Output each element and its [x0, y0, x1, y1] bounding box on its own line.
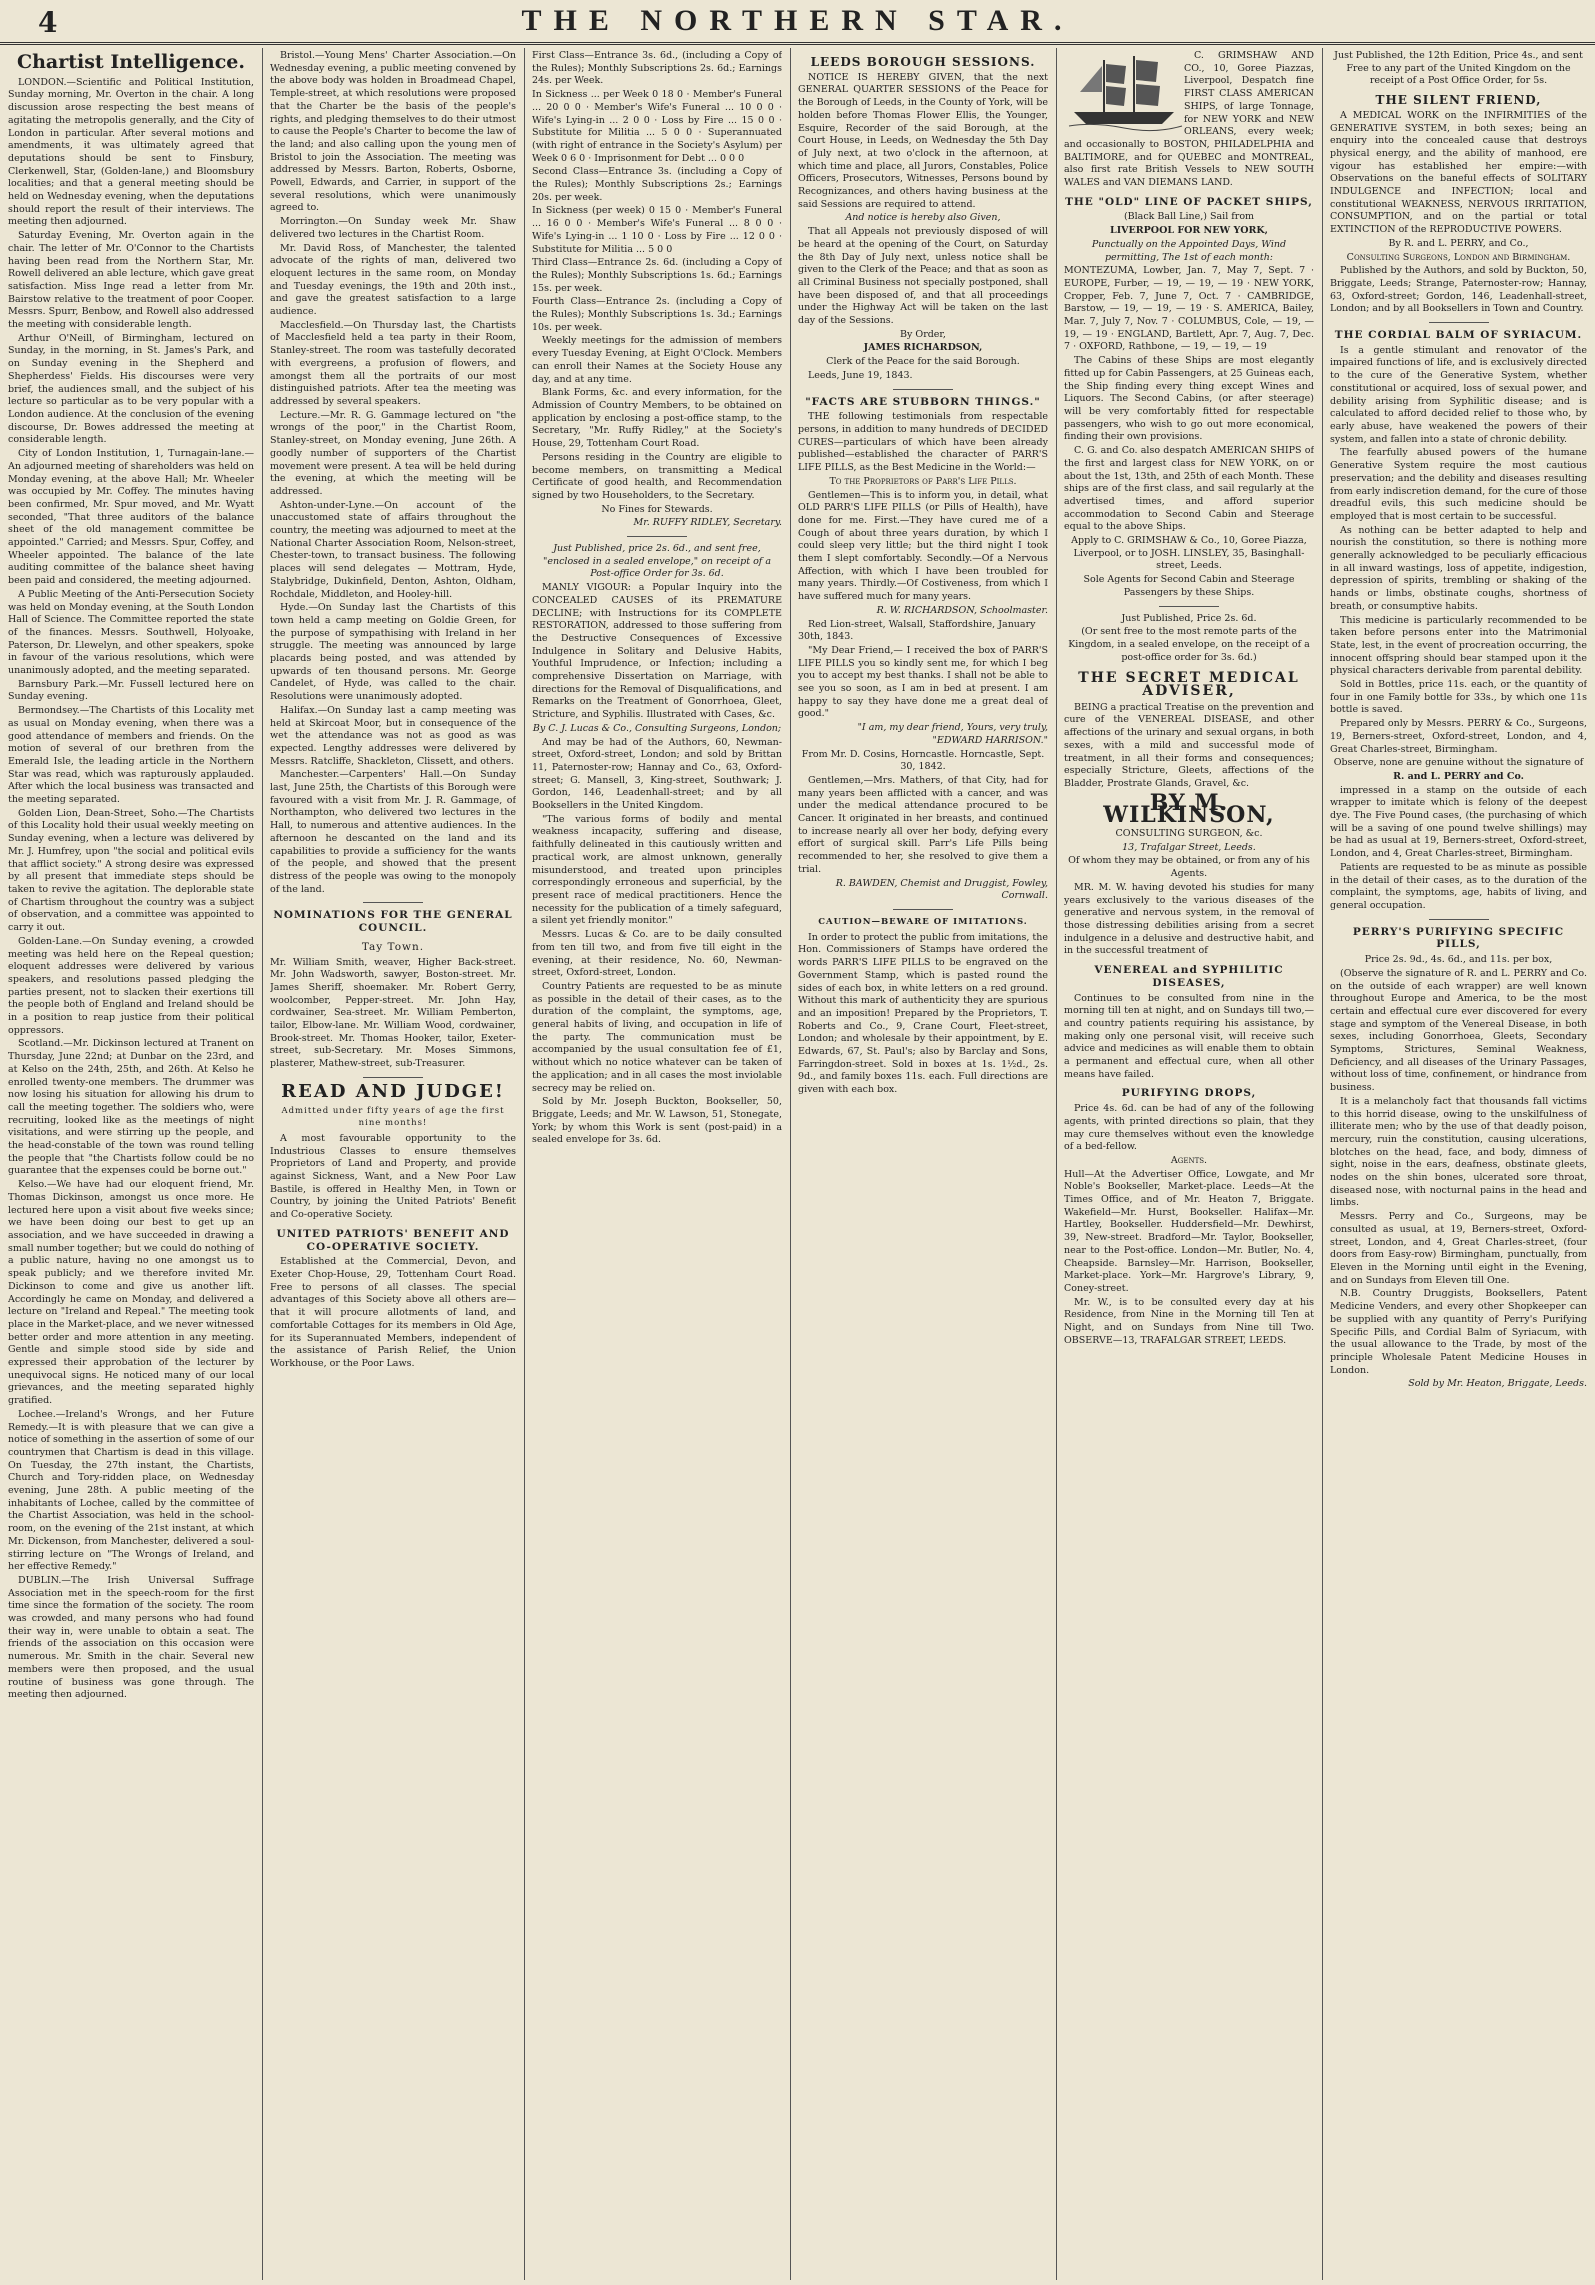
- page-number: 4: [38, 6, 58, 39]
- sessions-notice: And notice is hereby also Given,: [845, 212, 1001, 224]
- newspaper-title: THE NORTHERN STAR.: [521, 4, 1074, 37]
- secretary-signature: Mr. RUFFY RIDLEY, Secretary.: [633, 517, 782, 529]
- agents-heading: Agents.: [1170, 1154, 1208, 1166]
- class-intro: Fourth Class—Entrance 2s. (including a Copy of the Rules); Monthly Subscriptions 1s. 3d.; Earnings 10s. per week.: [532, 296, 782, 333]
- sold-by: Sold by Mr. Heaton, Briggate, Leeds.: [1408, 1378, 1587, 1390]
- article-paragraph: Blank Forms, &c. and every information, for the Admission of Country Members, to be obtained on application by enclosing a post-office stamp, to the Secretary, "Mr. Ruffy Ridley," at the Society's House, 29, Tottenham Court Road.: [532, 387, 782, 450]
- wilkinson-subheading: CONSULTING SURGEON, &c.: [1115, 828, 1263, 840]
- article-paragraph: Mr. David Ross, of Manchester, the talented advocate of the rights of man, delivered two eloquent lectures in the same room, on Monday and Tuesday evenings, the 19th and 20th inst., and gave the greatest satisfaction to a large audience.: [270, 242, 516, 318]
- article-paragraph: C. GRIMSHAW AND CO., 10, Goree Piazzas, Liverpool, Despatch fine FIRST CLASS AMERICAN SHIPS, of large Tonnage, for NEW YORK and NEW ORLEANS, every week; and occasionally to BOSTON, PHILADELPHIA and BALTIMORE, and for QUEBEC and MONTREAL, also first rate British Vessels to NEW SOUTH WALES and VAN DIEMANS LAND.: [1064, 50, 1314, 189]
- column-three: [532, 50, 782, 2278]
- article-paragraph: Published by the Authors, and sold by Buckton, 50, Briggate, Leeds; Strange, Paternoster-row; Hannay, 63, Oxford-street; Gordon, 146, Leadenhall-street, London; and by all Booksellers in Town and Country.: [1330, 265, 1587, 315]
- silent-subheading: Consulting Surgeons, London and Birmingham.: [1346, 251, 1571, 263]
- divider: [363, 902, 423, 903]
- article-paragraph: Is a gentle stimulant and renovator of the impaired functions of life, and is exclusively directed to the cure of the Generative System, whether constitutional or acquired, loss of sexual power, and debility arising from Syphilitic disease; and is calculated to afford decided relief to those who, by early abuse, have weakened the powers of their system, and fallen into a state of chronic debility.: [1330, 344, 1587, 445]
- article-paragraph: Established at the Commercial, Devon, and Exeter Chop-House, 29, Tottenham Court Road. Free to persons of all classes. The special advantages of this Society above all others are—that it will procure allotments of land, and comfortable Cottages for its members in Old Age, for its Superannuated Members, independent of the assistance of Parish Relief, the Union Workhouse, or the Poor Laws.: [270, 1256, 516, 1369]
- class-intro: First Class—Entrance 3s. 6d., (including a Copy of the Rules); Monthly Subscriptions 2s. 6d.; Earnings 24s. per Week.: [532, 50, 782, 87]
- sessions-heading: LEEDS BOROUGH SESSIONS.: [810, 55, 1036, 69]
- article-paragraph: Sold in Bottles, price 11s. each, or the quantity of four in one Family bottle for 33s., by which one 11s bottle is saved.: [1330, 679, 1587, 716]
- article-paragraph: "My Dear Friend,— I received the box of PARR'S LIFE PILLS you so kindly sent me, for which I beg you to accept my best thanks. I shall not be able to see you so soon, as I am in bed at present. I am happy to say they have done me a great deal of good.": [798, 644, 1048, 720]
- article-paragraph: MR. M. W. having devoted his studies for many years exclusively to the various diseases of the generative and nervous system, in the removal of those distressing debilities arising from a secret indulgence in a delusive and destructive habit, and in the successful treatment of: [1064, 881, 1314, 957]
- observe-note: Observe, none are genuine without the signature of: [1333, 757, 1584, 769]
- article-paragraph: Golden-Lane.—On Sunday evening, a crowded meeting was held here on the Repeal question; eloquent addresses were delivered by various speakers, and resolutions passed pledging the parties present, not to slacken their exertions till the people both of England and Ireland should be in a position to reap justice from their political oppressors.: [8, 935, 254, 1036]
- divider: [1429, 322, 1489, 323]
- article-paragraph: (Observe the signature of R. and L. PERRY and Co. on the outside of each wrapper) are well known throughout Europe and America, to be the most certain and effectual cure ever discovered for every stage and symptom of the Venereal Disease, in both sexes, including Gonorrhoea, Gleets, Secondary Symptoms, Strictures, Seminal Weakness, Deficiency, and all diseases of the Urinary Passages, without loss of time, confinement, or hindrance from business.: [1330, 967, 1587, 1094]
- divider: [893, 909, 953, 910]
- article-paragraph: Macclesfield.—On Thursday last, the Chartists of Macclesfield held a tea party in their Room, Stanley-street. The room was tastefully decorated with evergreens, a profusion of flowers, and amongst them all the portraits of our most distinguished patriots. After tea the meeting was addressed by several speakers.: [270, 319, 516, 407]
- sole-agents: Sole Agents for Second Cabin and Steerage Passengers by these Ships.: [1083, 574, 1295, 598]
- article-paragraph: In order to protect the public from imitations, the Hon. Commissioners of Stamps have ordered the words PARR'S LIFE PILLS to be engraved on the Government Stamp, which is pasted round the sides of each box, in white letters on a red ground. Without this mark of authenticity they are spurious and an imposition! Prepared by the Proprietors, T. Roberts and Co., 9, Crane Court, Fleet-street, London; and wholesale by their appointment, by E. Edwards, 67, St. Paul's; also by Barclay and Sons, Farringdon-street. Sold in boxes at 1s. 1½d., 2s. 9d., and family boxes 11s. each. Full directions are given with each box.: [798, 931, 1048, 1096]
- article-paragraph: Messrs. Perry and Co., Surgeons, may be consulted as usual, at 19, Berners-street, Oxford-street, London, and 4, Great Charles-street, (four doors from Easy-row) Birmingham, punctually, from Eleven in the Morning until eight in the Evening, and on Sundays from Eleven till One.: [1330, 1211, 1587, 1286]
- article-paragraph: Bermondsey.—The Chartists of this Locality met as usual on Monday evening, when there was a good attendance of members and friends. On the motion of several of our brethren from the Emerald Isle, the leading article in the Northern Star was read, which was rapturously applauded. After which the local business was transacted and the meeting separated.: [8, 705, 254, 806]
- article-paragraph: Ashton-under-Lyne.—On account of the unaccustomed state of affairs throughout the country, the meeting was adjourned to meet at the National Charter Association Room, Nelson-street, Chester-town, to transact business. The following places will send delegates — Mottram, Hyde, Stalybridge, Dukinfield, Denton, Ashton, Oldham, Rochdale, Middleton, and Hooley-hill.: [270, 499, 516, 600]
- article-paragraph: A most favourable opportunity to the Industrious Classes to ensure themselves Proprietors of Land and Property, and provide against Sickness, Want, and a New Poor Law Bastile, is offered in Healthy Men, in Town or Country, by joining the United Patriots' Benefit and Co-operative Society.: [270, 1132, 516, 1221]
- article-paragraph: Lecture.—Mr. R. G. Gammage lectured on "the wrongs of the poor," in the Chartist Room, Stanley-street, on Monday evening, June 26th. A goodly number of supporters of the Chartist movement were present. A tea will be held during the evening, at which the meeting will be addressed.: [270, 409, 516, 497]
- sailing-ship-icon: [1064, 52, 1184, 132]
- article-paragraph: Lochee.—Ireland's Wrongs, and her Future Remedy.—It is with pleasure that we can give a notice of something in the assertion of some of our countrymen that Chartism is dead in this village. On Tuesday, the 27th instant, the Chartists, Church and Tory-ridden place, on Wednesday evening, June 28th. A public meeting of the inhabitants of Lochee, called by the committee of the Chartist Association, was held in the school-room, on the evening of the 21st instant, at which Mr. Dickenson, from Manchester, delivered a soul-stirring lecture on "The Wrongs of Ireland, and her effective Remedy.": [8, 1408, 254, 1573]
- article-paragraph: Weekly meetings for the admission of members every Tuesday Evening, at Eight O'Clock. Members can enroll their Names at the Society House any day, and at any time.: [532, 335, 782, 385]
- article-paragraph: Persons residing in the Country are eligible to become members, on transmitting a Medical Certificate of good health, and Recommendation signed by two Householders, to the Secretary.: [532, 451, 782, 501]
- specific-heading: PERRY'S PURIFYING SPECIFIC PILLS,: [1352, 925, 1565, 951]
- article-paragraph: Manchester.—Carpenters' Hall.—On Sunday last, June 25th, the Chartists of this Borough were favoured with a visit from Mr. J. R. Gammage, of Northampton, who delivered two lectures in the Hall, to numerous and attentive audiences. In the afternoon he descanted on the land and its capabilities to provide a sufficiency for the wants of the people, and showed that the present distress of the people was owing to the monopoly of the land.: [270, 769, 516, 895]
- benefit-table: In Sickness ... per Week 0 18 0 · Member's Funeral ... 20 0 0 · Member's Wife's Funeral ... 10 0 0 · Wife's Lying-in ... 2 0 0 · Loss by Fire ... 15 0 0 · Substitute for Militia ... 5 0 0 · Superannuated (with right of entrance in the Society's Asylum) per Week 0 6 0 · Imprisonment for Debt ... 0 0 0: [532, 89, 782, 164]
- sessions-name: JAMES RICHARDSON,: [863, 342, 983, 354]
- purifying-heading: PURIFYING DROPS,: [1121, 1087, 1257, 1100]
- facts-address: Red Lion-street, Walsall, Staffordshire, January 30th, 1843.: [798, 618, 1036, 643]
- facts3-signature: R. BAWDEN, Chemist and Druggist, Fowley, Cornwall.: [835, 877, 1048, 902]
- column-rule: [524, 48, 525, 2280]
- column-four: [798, 50, 1048, 2278]
- article-paragraph: That all Appeals not previously disposed of will be heard at the opening of the Court, on Saturday the 8th Day of July next, unless notice shall be given to the Clerk of the Peace; and that as soon as all Criminal Business not specially postponed, shall have been disposed of, and that all proceedings under the Highway Act will be taken on the last day of the Sessions.: [798, 226, 1048, 327]
- sessions-date: Leeds, June 19, 1843.: [808, 369, 913, 381]
- article-paragraph: Bristol.—Young Mens' Charter Association.—On Wednesday evening, a public meeting convened by the above body was holden in Broadmead Chapel, Temple-street, at which resolutions were proposed that the Charter be the basis of the people's rights, and pledging themselves to do their utmost to cause the People's Charter to become the law of the land; and also calling upon the young men of Bristol to join the Association. The meeting was addressed by Messrs. Barton, Roberts, Osborne, Powell, Edwards, and Carrier, in support of the several resolutions, which were unanimously agreed to.: [270, 50, 516, 214]
- wilkinson-agents: Of whom they may be obtained, or from any of his Agents.: [1068, 855, 1310, 880]
- article-paragraph: C. G. and Co. also despatch AMERICAN SHIPS of the first and largest class for NEW YORK, on or about the 1st, 13th, and 25th of each Month. These ships are of the first class, and sail regularly at the advertised times, and afford superior accommodation to Second Cabin and Steerage equal to the above Ships.: [1064, 445, 1314, 533]
- article-paragraph: THE following testimonials from respectable persons, in addition to many hundreds of DECIDED CURES—particulars of which have been already published—established the character of PARR'S LIFE PILLS, as the Best Medicine in the World:—: [798, 411, 1048, 474]
- article-paragraph: BEING a practical Treatise on the prevention and cure of the VENEREAL DISEASE, and other affections of the urinary and sexual organs, in both sexes, with a mild and successful mode of treatment, in all their forms and consequences; especially Stricture, Gleets, affections of the Bladder, Prostrate Glands, Gravel, &c.: [1064, 701, 1314, 789]
- column-rule: [1056, 48, 1057, 2280]
- secret-heading: THE SECRET MEDICAL ADVISER,: [1078, 670, 1300, 700]
- article-paragraph: Prepared only by Messrs. PERRY & Co., Surgeons, 19, Berners-street, Oxford-street, London, and 4, Great Charles-street, Birmingham.: [1330, 718, 1587, 755]
- read-judge-subheading: Admitted under fifty years of age the first nine months!: [281, 1105, 505, 1129]
- article-paragraph: NOTICE IS HEREBY GIVEN, that the next GENERAL QUARTER SESSIONS of the Peace for the Borough of Leeds, in the County of York, will be holden before Thomas Flower Ellis, the Younger, Esquire, Recorder of the said Borough, at the Court House, in Leeds, on Wednesday the 5th Day of July next, at two o'clock in the afternoon, at which time and place, all Jurors, Constables, Police Officers, Prosecutors, Witnesses, Persons bound by Recognizances, and others having business at the said Sessions are required to attend.: [798, 71, 1048, 210]
- observe-signature: R. and L. PERRY and Co.: [1393, 770, 1524, 782]
- article-paragraph: This medicine is particularly recommended to be taken before persons enter into the Matrimonial State, lest, in the event of procreation occurring, the innocent offspring should bear stamped upon it the physical characters derivable from parental debility.: [1330, 614, 1587, 677]
- facts2-signature: "I am, my dear friend, Yours, very truly, "EDWARD HARRISON.": [857, 722, 1048, 746]
- article-paragraph: And may be had of the Authors, 60, Newman-street, Oxford-street, London; and sold by Brittan 11, Paternoster-row; Hannay and Co., 63, Oxford-street; G. Mansell, 3, King-street, Southwark; J. Gordon, 146, Leadenhall-street; and by all Booksellers in the United Kingdom.: [532, 736, 782, 812]
- column-two: [270, 50, 516, 2278]
- article-paragraph: Hyde.—On Sunday last the Chartists of this town held a camp meeting on Goldie Green, for the purpose of sympathising with Ireland in her struggle. The meeting was announced by large placards being posted, and was attended by upwards of ten thousand persons. Mr. George Candelet, of Hyde, was called to the chair. Resolutions were unanimously adopted.: [270, 602, 516, 703]
- packet-heading: THE "OLD" LINE OF PACKET SHIPS,: [1065, 195, 1313, 208]
- read-judge-heading: READ AND JUDGE!: [281, 1080, 505, 1102]
- caution-heading: CAUTION—BEWARE OF IMITATIONS.: [818, 917, 1028, 927]
- divider: [627, 536, 687, 537]
- article-paragraph: As nothing can be better adapted to help and nourish the constitution, so there is nothing more generally acknowledged to be peculiarly efficacious in all inward wastings, loss of appetite, indigestion, depression of spirits, trembling or shaking of the hands or limbs, obstinate coughs, shortness of breath, or consumptive habits.: [1330, 524, 1587, 612]
- column-rule: [1322, 48, 1323, 2280]
- column-chartist-intelligence: [8, 50, 254, 2278]
- sessions-clerk: Clerk of the Peace for the said Borough.: [826, 356, 1020, 368]
- article-paragraph: Halifax.—On Sunday last a camp meeting was held at Skircoat Moor, but in consequence of the wet the attendance was not as good as was expected. Lengthy addresses were delivered by Messrs. Ratcliffe, Shackleton, Clissett, and others.: [270, 704, 516, 767]
- article-paragraph: Gentlemen—This is to inform you, in detail, what OLD PARR'S LIFE PILLS (or Pills of Health), have done for me. First.—They have cured me of a Cough of about three years duration, by which I could sleep very little; but the third night I took them I slept comfortably. Secondly.—Of a Nervous Affection, with which I have been troubled for many years. Thirdly.—Of Costiveness, from which I have suffered much for many years.: [798, 489, 1048, 603]
- column-rule: [790, 48, 791, 2280]
- wilkinson-address: 13, Trafalgar Street, Leeds.: [1122, 841, 1256, 853]
- fines-note: No Fines for Stewards.: [601, 503, 713, 515]
- article-paragraph: N.B. Country Druggists, Booksellers, Patent Medicine Venders, and every other Shopkeeper can be supplied with any quantity of Perry's Purifying Specific Pills, and Cordial Balm of Syriacum, with the usual allowance to the Trade, by most of the principle Wholesale Patent Medicine Houses in London.: [1330, 1288, 1587, 1376]
- article-paragraph: LONDON.—Scientific and Political Institution, Sunday morning, Mr. Overton in the chair. A long discussion arose respecting the best means of agitating the metropolis generally, and the City of London in particular. After several motions and amendments, it was ultimately agreed that deputations should be sent to Finsbury, Clerkenwell, Star, (Golden-lane,) and Bloomsbury localities; and that a general meeting should be held on Wednesday evening, when the deputations should report the result of their interviews. The meeting then adjourned.: [8, 76, 254, 228]
- sessions-by: By Order,: [900, 328, 946, 340]
- nominations-heading: NOMINATIONS FOR THE GENERAL COUNCIL.: [273, 909, 513, 935]
- article-paragraph: impressed in a stamp on the outside of each wrapper to imitate which is felony of the deepest dye. The Five Pound cases, (the purchasing of which will be a saving of one pound twelve shillings) may be had as usual at 19, Berners-street, Oxford-street, London, and 4, Great Charles-street, Birmingham.: [1330, 784, 1587, 860]
- specific-price: Price 2s. 9d., 4s. 6d., and 11s. per box,: [1364, 954, 1553, 966]
- article-paragraph: The Cabins of these Ships are most elegantly fitted up for Cabin Passengers, at 25 Guineas each, the Ship finding every thing except Wines and Liquors. The Second Cabins, (or after steerage) will be very comfortably fitted for respectable passengers, who wish to go out more economical, finding their own provisions.: [1064, 355, 1314, 443]
- article-paragraph: The fearfully abused powers of the humane Generative System require the most cautious preservation; and the debility and diseases resulting from early indiscretion demand, for the cure of those dreadful evils, this such medicine should be employed that is most certain to be successful.: [1330, 447, 1587, 522]
- article-paragraph: Sold by Mr. Joseph Buckton, Bookseller, 50, Briggate, Leeds; and Mr. W. Lawson, 51, Stonegate, York; by whom this Work is sent (post-paid) in a sealed envelope for 3s. 6d.: [532, 1096, 782, 1146]
- article-paragraph: A Public Meeting of the Anti-Persecution Society was held on Monday evening, at the South London Hall of Science. The Committee reported the state of the finances. Messrs. Southwell, Holyoake, Paterson, Dr. Llewelyn, and other speakers, spoke in favour of the various resolutions, which were unanimously adopted, and the meeting separated.: [8, 588, 254, 677]
- class-intro: Third Class—Entrance 2s. 6d. (including a Copy of the Rules); Monthly Subscriptions 1s. 6d.; Earnings 15s. per week.: [532, 257, 782, 294]
- manly-intro: Just Published, price 2s. 6d., and sent free, "enclosed in a sealed envelope," on receipt of a Post-office Order for 3s. 6d.: [542, 543, 771, 580]
- article-paragraph: Mr. W., is to be consulted every day at his Residence, from Nine in the Morning till Ten at Night, and on Sundays from Nine till Two. OBSERVE—13, TRAFALGAR STREET, LEEDS.: [1064, 1296, 1314, 1346]
- nominations-subheading: Tay Town.: [361, 940, 425, 953]
- article-paragraph: Morrington.—On Sunday week Mr. Shaw delivered two lectures in the Chartist Room.: [270, 216, 516, 240]
- article-paragraph: Continues to be consulted from nine in the morning till ten at night, and on Sundays till two,—and country patients requiring his assistance, by making only one personal visit, will receive such advice and medicines as will enable them to obtain a permanent and effectual cure, when all other means have failed.: [1064, 992, 1314, 1080]
- article-paragraph: Kelso.—We have had our eloquent friend, Mr. Thomas Dickinson, amongst us once more. He lectured here upon a visit about five weeks since; we have been doing our best to get up an association, and we have succeeded in drawing a small number together; but we could do nothing of a public nature, having no one amongst us to speak publicly; and we therefore invited Mr. Dickinson to come and give us another lift. Accordingly he came on Monday, and delivered a lecture on "Ireland and Repeal." The meeting took place in the Market-place, and we never witnessed better order and more attention in any meeting. Gentle and simple stood side by side and expressed their approbation of the lecturer by unequivocal signs. He noticed many of our local grievances, and the meeting separated highly gratified.: [8, 1179, 254, 1407]
- divider: [1159, 606, 1219, 607]
- agents-list: Hull—At the Advertiser Office, Lowgate, and Mr Noble's Bookseller, Market-place. Leeds—At the Times Office, and of Mr. Heaton 7, Briggate. Wakefield—Mr. Hurst, Bookseller. Halifax—Mr. Hartley, Bookseller. Huddersfield—Mr. Dewhirst, 39, New-street. Bradford—Mr. Taylor, Bookseller, near to the Post-office. London—Mr. Butler, No. 4, Cheapside. Barnsley—Mr. Harrison, Bookseller, Market-place. York—Mr. Hargrove's Library, 9, Coney-street.: [1064, 1168, 1314, 1294]
- divider: [1429, 919, 1489, 920]
- article-paragraph: MANLY VIGOUR: a Popular Inquiry into the CONCEALED CAUSES of its PREMATURE DECLINE; with Instructions for its COMPLETE RESTORATION, addressed to those suffering from the Destructive Consequences of Excessive Indulgence in Solitary and Delusive Habits, Youthful Imprudence, or Infection; including a comprehensive Dissertation on Marriage, with directions for the Removal of Disqualifications, and Remarks on the Treatment of Gonorrhoea, Gleet, Stricture, and Syphilis. Illustrated with Cases, &c.: [532, 582, 782, 721]
- apply-to: Apply to C. GRIMSHAW & Co., 10, Goree Piazza, Liverpool, or to JOSH. LINSLEY, 35, Basinghall-street, Leeds.: [1071, 535, 1307, 572]
- silent-intro: Just Published, the 12th Edition, Price 4s., and sent Free to any part of the United Kingdom on the receipt of a Post Office Order, for 5s.: [1334, 50, 1583, 87]
- section-heading: Chartist Intelligence.: [16, 51, 246, 73]
- article-paragraph: Patients are requested to be as minute as possible in the detail of their cases, as to the duration of the complaint, the symptoms, age, habits of living, and general occupation.: [1330, 861, 1587, 911]
- article-paragraph: Messrs. Lucas & Co. are to be daily consulted from ten till two, and from five till eight in the evening, at their residence, No. 60, Newman-street, Oxford-street, London.: [532, 929, 782, 979]
- article-paragraph: Barnsbury Park.—Mr. Fussell lectured here on Sunday evening.: [8, 678, 254, 703]
- wilkinson-heading: BY M. WILKINSON,: [1103, 789, 1275, 829]
- column-five: [1064, 50, 1314, 2278]
- cordial-heading: THE CORDIAL BALM OF SYRIACUM.: [1334, 329, 1583, 342]
- class-intro: Second Class—Entrance 3s. (including a Copy of the Rules); Monthly Subscriptions 2s.; Earnings 20s. per week.: [532, 166, 782, 203]
- benefit-table: In Sickness (per week) 0 15 0 · Member's Funeral ... 16 0 0 · Member's Wife's Funeral ... 8 0 0 · Wife's Lying-in ... 1 10 0 · Loss by Fire ... 12 0 0 · Substitute for Militia ... 5 0 0: [532, 205, 782, 255]
- facts-heading: "FACTS ARE STUBBORN THINGS.": [805, 395, 1041, 408]
- article-paragraph: Country Patients are requested to be as minute as possible in the detail of their cases, as to the duration of the complaint, the symptoms, age, general habits of living, and occupation in life of the party. The communication must be accompanied by the usual consultation fee of £1, without which no notice whatever can be taken of the application; and in all cases the most inviolable secrecy may be relied on.: [532, 980, 782, 1094]
- column-rule: [262, 48, 263, 2280]
- divider: [363, 1077, 423, 1078]
- packet-schedule: MONTEZUMA, Lowber, Jan. 7, May 7, Sept. 7 · EUROPE, Furber, — 19, — 19, — 19 · NEW YORK, Cropper, Feb. 7, June 7, Oct. 7 · CAMBRIDGE, Barstow, — 19, — 19, — 19 · S. AMERICA, Bailey, Mar. 7, July 7, Nov. 7 · COLUMBUS, Cole, — 19, — 19, — 19 · ENGLAND, Bartlett, Apr. 7, Aug. 7, Dec. 7 · OXFORD, Rathbone, — 19, — 19, — 19: [1064, 265, 1314, 353]
- united-heading: UNITED PATRIOTS' BENEFIT AND CO-OPERATIVE SOCIETY.: [276, 1227, 510, 1253]
- article-paragraph: A MEDICAL WORK on the INFIRMITIES of the GENERATIVE SYSTEM, in both sexes; being an enquiry into the concealed cause that destroys physical energy, and the ability of manhood, ere vigour has established her empire:—with Observations on the baneful effects of SOLITARY INDULGENCE and INFECTION; local and constitutional WEAKNESS, NERVOUS IRRITATION, CONSUMPTION, and on the partial or total EXTINCTION of the REPRODUCTIVE POWERS.: [1330, 109, 1587, 236]
- packet-note: Punctually on the Appointed Days, Wind permitting, The 1st of each month:: [1091, 238, 1287, 263]
- article-paragraph: Gentlemen,—Mrs. Mathers, of that City, had for many years been afflicted with a cancer, and was under the medical attendance procured to be Cancer. It originated in her breasts, and continued to increase nearly all over her body, defying every effort of surgical skill. Parr's Life Pills being recommended to her, she resolved to give them a trial.: [798, 774, 1048, 875]
- packet-subheading: (Black Ball Line,) Sail from: [1123, 211, 1255, 223]
- article-paragraph: Scotland.—Mr. Dickinson lectured at Tranent on Thursday, June 22nd; at Dunbar on the 23rd, and at Kelso on the 24th, 25th, and 26th. At Kelso he enrolled twenty-one members. The drummer was now losing his situation for allowing his drum to call the meeting together. The soldiers who, were recruiting, looked like as the meetings of night visitations, and were stirring up the people, and the head-constable of the town was round telling the people that "the Chartists follow could be no guarantee that the expenses could be borne out.": [8, 1038, 254, 1177]
- facts-signature: R. W. RICHARDSON, Schoolmaster.: [876, 604, 1048, 616]
- secret-intro: Just Published, Price 2s. 6d.: [1121, 612, 1257, 624]
- masthead: [0, 0, 1595, 45]
- article-paragraph: "The various forms of bodily and mental weakness incapacity, suffering and disease, faithfully delineated in this cautiously written and practical work, are almost unknown, generally misunderstood, and treated upon principles correspondingly erroneous and superficial, by the present race of medical practitioners. Hence the necessity for the publication of a timely safeguard, a silent yet friendly monitor.": [532, 813, 782, 927]
- article-paragraph: It is a melancholy fact that thousands fall victims to this horrid disease, owing to the unskilfulness of illiterate men; who by the use of that deadly poison, mercury, ruin the constitution, causing ulcerations, blotches on the head, face, and body, dimness of sight, noise in the ears, deafness, obstinate gleets, nodes on the shin bones, ulcerated sore throat, diseased nose, with nocturnal pains in the head and limbs.: [1330, 1095, 1587, 1209]
- manly-byline: By C. J. Lucas & Co., Consulting Surgeons, London;: [532, 722, 782, 734]
- article-paragraph: Arthur O'Neill, of Birmingham, lectured on Sunday, in the morning, in St. James's Park, and on Sunday evening in the Shepherd and Shepherdess' Fields. His discourses were very brief, the audiences small, and the subject of his lecture so particular as to be very popular with a London audience. At the conclusion of the evening discourse, Dr. Bowes addressed the meeting at considerable length.: [8, 332, 254, 446]
- secret-subheading: (Or sent free to the most remote parts of the Kingdom, in a sealed envelope, on the receipt of a post-office order for 3s. 6d.): [1068, 626, 1310, 663]
- nominations-list: Mr. William Smith, weaver, Higher Back-street. Mr. John Wadsworth, sawyer, Boston-street. Mr. James Sheriff, shoemaker. Mr. Robert Gerry, woolcomber, Pepper-street. Mr. John Hay, cordwainer, Sea-street. Mr. William Pemberton, tailor, Elbow-lane. Mr. William Wood, cordwainer, Brook-street. Mr. Thomas Hooker, tailor, Exeter-street, sub-Secretary. Mr. Moses Simmons, plasterer, Mathew-street, sub-Treasurer.: [270, 956, 516, 1070]
- column-six: [1330, 50, 1587, 2278]
- venereal-heading: VENEREAL and SYPHILITIC DISEASES,: [1094, 964, 1284, 989]
- article-paragraph: Golden Lion, Dean-Street, Soho.—The Chartists of this Locality hold their usual weekly meeting on Sunday evening, when a lecture was delivered by Mr. J. Humfrey, upon "the social and political evils that afflict society." A strong desire was expressed by all present that immediate steps should be taken to revive the agitation. The deplorable state of Chartism throughout the country was a subject of observation, and a committee was appointed to carry it out.: [8, 807, 254, 934]
- facts2-from: From Mr. D. Cosins, Horncastle. Horncastle, Sept. 30, 1842.: [801, 748, 1045, 773]
- silent-heading: THE SILENT FRIEND,: [1375, 93, 1542, 108]
- divider: [893, 389, 953, 390]
- facts-to: To the Proprietors of Parr's Life Pills.: [829, 475, 1017, 487]
- article-paragraph: DUBLIN.—The Irish Universal Suffrage Association met in the speech-room for the first time since the formation of the society. The room was crowded, and many persons who had found their way in, were unable to obtain a seat. The friends of the association on this occasion were numerous. Mr. Smith in the chair. Several new members were then proposed, and the usual routine of business was gone through. The meeting then adjourned.: [8, 1574, 254, 1701]
- article-paragraph: Saturday Evening, Mr. Overton again in the chair. The letter of Mr. O'Connor to the Chartists having been read from the Northern Star, Mr. Rowell delivered an able lecture, which gave great satisfaction. Miss Inge read a letter from Mr. Bairstow relative to the treatment of poor Cooper. Messrs. Spurr, Benbow, and Rowell also addressed the meeting with considerable length.: [8, 230, 254, 331]
- article-paragraph: Price 4s. 6d. can be had of any of the following agents, with printed directions so plain, that they may cure themselves without even the knowledge of a bed-fellow.: [1064, 1103, 1314, 1153]
- article-paragraph: City of London Institution, 1, Turnagain-lane.—An adjourned meeting of shareholders was held on Monday evening, at the above Hall; Mr. Wheeler was occupied by Mr. Coffey. The minutes having been confirmed, Mr. Spur moved, and Mr. Wyatt seconded, "That three auditors of the balance sheet of the old management committee be appointed." Carried; and Messrs. Spur, Coffey, and Wheeler appointed. The balance of the late auditing committee of the balance sheet having been paid and considered, the meeting adjourned.: [8, 448, 254, 587]
- packet-route: LIVERPOOL FOR NEW YORK,: [1110, 225, 1268, 237]
- silent-byline: By R. and L. PERRY, and Co.,: [1388, 237, 1529, 249]
